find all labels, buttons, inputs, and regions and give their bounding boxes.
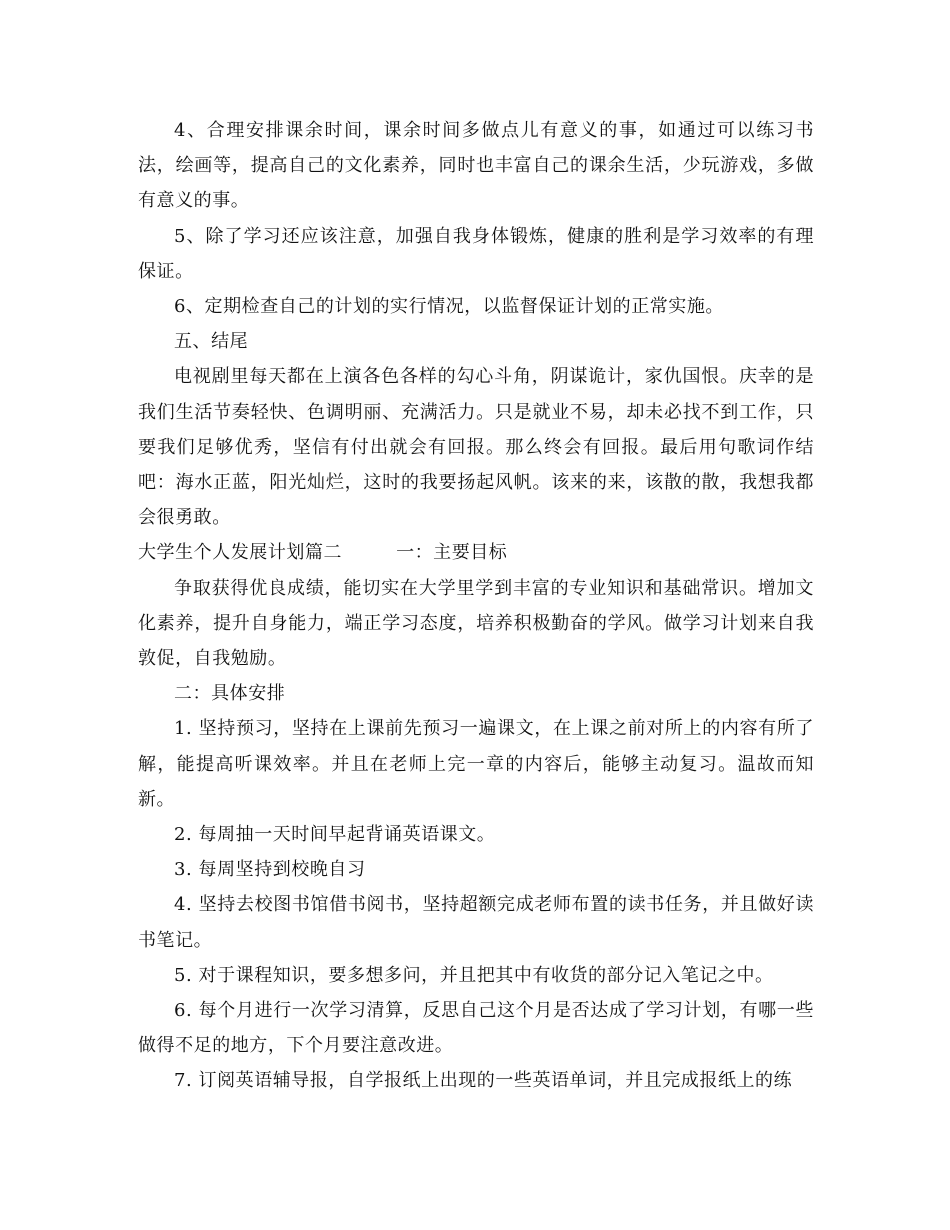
article-heading xyxy=(138,535,814,570)
list-item-5: 5. 对于课程知识，要多想多问，并且把其中有收货的部分记入笔记之中。 xyxy=(174,964,774,986)
list-item-1: 1. 坚持预习，坚持在上课前先预习一遍课文，在上课之前对所上的内容有所了解，能提高听课效率。并且在老师上完一章的内容后，能够主动复习。温故而知新。 xyxy=(138,718,814,810)
list-item-6: 6. 每个月进行一次学习清算，反思自己这个月是否达成了学习计划，有哪一些做得不足的地方，下个月要注意改进。 xyxy=(138,1000,814,1057)
list-item-4: 4. 坚持去校图书馆借书阅书，坚持超额完成老师布置的读书任务，并且做好读书笔记。 xyxy=(138,894,814,951)
section-heading-arrangement: 二：具体安排 xyxy=(174,683,286,705)
paragraph-goal: 争取获得优良成绩，能切实在大学里学到丰富的专业知识和基础常识。增加文化素养，提升自身能力，端正学习态度，培养积极勤奋的学风。做学习计划来自我敦促，自我勉励。 xyxy=(138,577,814,670)
section-heading-ending: 五、结尾 xyxy=(174,331,249,353)
document-page xyxy=(138,113,814,1099)
list-item-7: 7. 订阅英语辅导报，自学报纸上出现的一些英语单词，并且完成报纸上的练 xyxy=(174,1070,793,1092)
paragraph-item-4: 4、合理安排课余时间，课余时间多做点儿有意义的事，如通过可以练习书法，绘画等，提高自己的文化素养，同时也丰富自己的课余生活，少玩游戏，多做有意义的事。 xyxy=(138,120,814,212)
paragraph-item-5: 5、除了学习还应该注意，加强自我身体锻炼，健康的胜利是学习效率的有理保证。 xyxy=(138,225,814,282)
list-item-3: 3. 每周坚持到校晚自习 xyxy=(174,859,366,881)
paragraph-item-6: 6、定期检查自己的计划的实行情况，以监督保证计划的正常实施。 xyxy=(174,296,724,318)
paragraph-ending: 电视剧里每天都在上演各色各样的勾心斗角，阴谋诡计，家仇国恨。庆幸的是我们生活节奏轻快、色调明丽、充满活力。只是就业不易，却未必找不到工作，只要我们足够优秀，坚信有付出就会有回报。那么终会有回报。最后用句歌词作结吧：海水正蓝，阳光灿烂，这时的我要扬起风帆。该来的来，该散的散，我想我都会很勇敢。 xyxy=(138,366,814,529)
list-item-2: 2. 每周抽一天时间早起背诵英语课文。 xyxy=(174,824,496,846)
article-title: 大学生个人发展计划篇二 xyxy=(138,542,343,564)
article-subtitle: 一：主要目标 xyxy=(396,542,508,564)
